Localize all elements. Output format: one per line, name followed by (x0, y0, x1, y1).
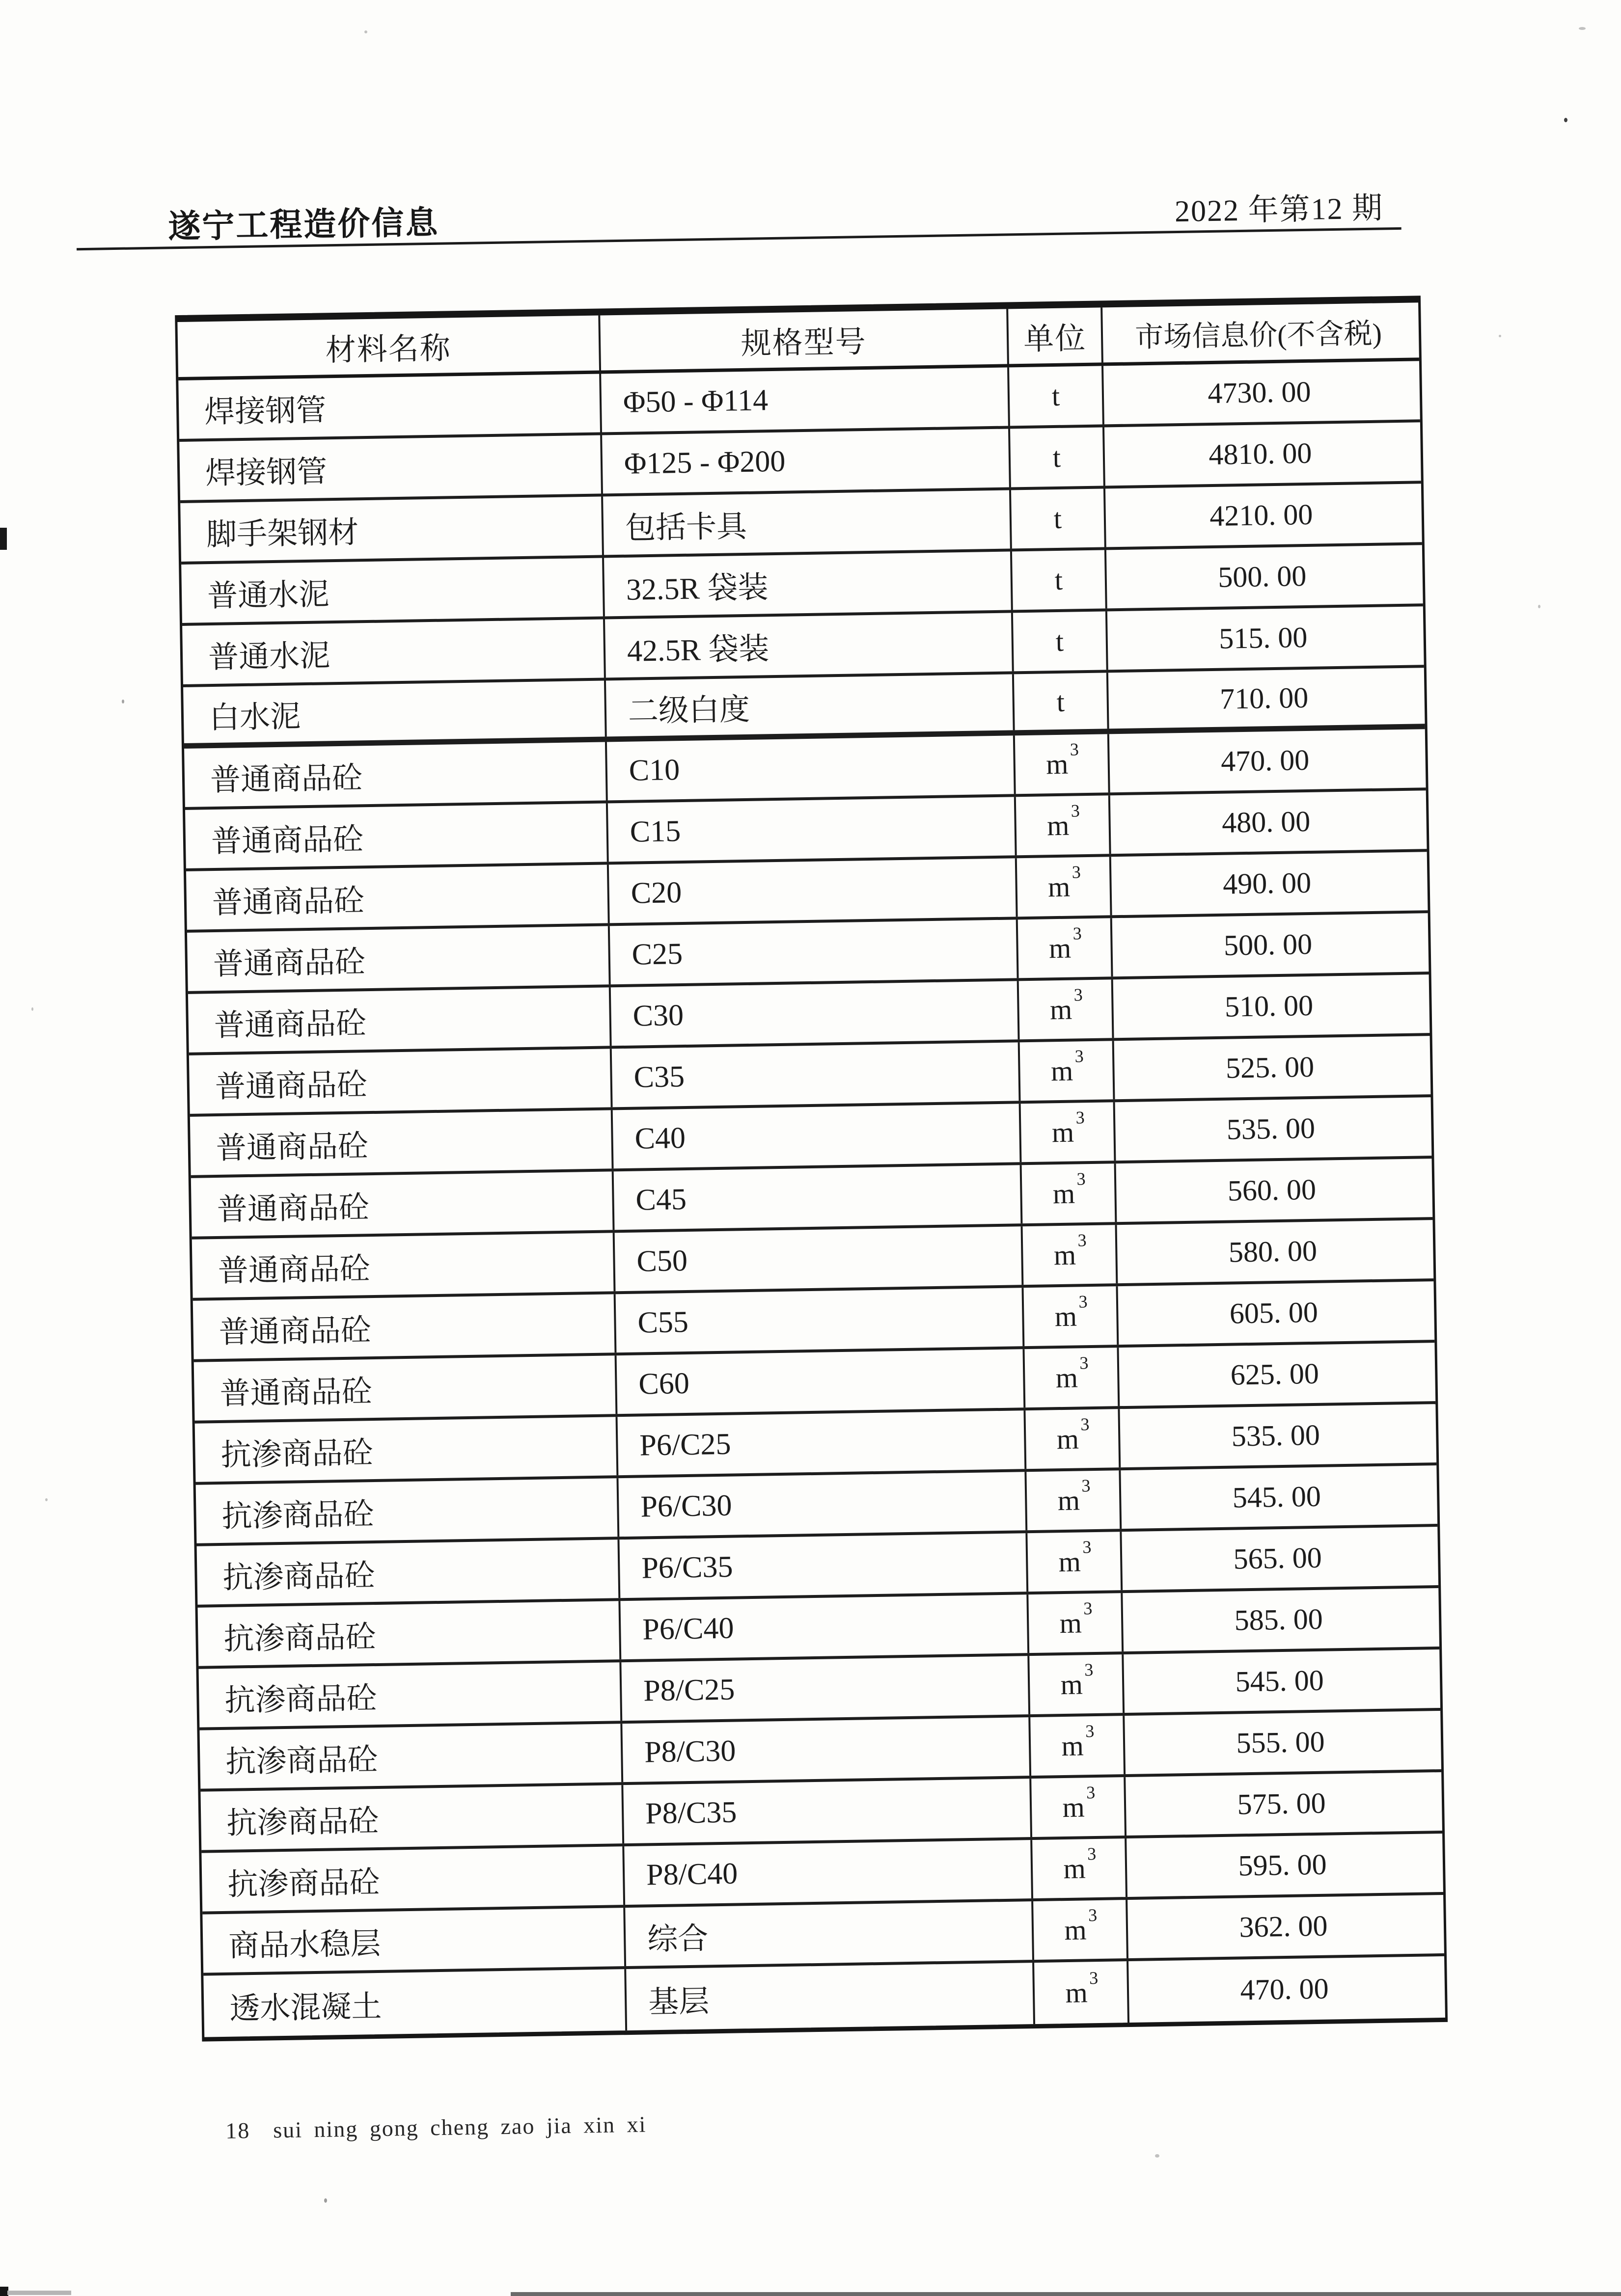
unit-cell (1028, 1593, 1124, 1653)
journal-title: 遂宁工程造价信息 (167, 205, 440, 245)
spec-text: Φ50 - Φ114 (623, 383, 769, 419)
scan-edge-mark (0, 528, 7, 550)
scan-speck (1579, 27, 1586, 30)
unit-text: m (1052, 1177, 1075, 1210)
price-text: 4730. 00 (1207, 375, 1311, 410)
unit-text: m (1047, 870, 1071, 903)
material-name: 白水泥 (209, 700, 301, 735)
material-name-cell (197, 1540, 621, 1605)
material-name: 抗渗商品砼 (221, 1498, 375, 1534)
material-name-cell (201, 1846, 625, 1912)
material-name-cell (198, 1601, 622, 1666)
unit-cell (1009, 366, 1104, 426)
spec-text: P8/C25 (643, 1673, 735, 1708)
spec-cell (619, 1533, 1028, 1598)
material-name: 普通商品砼 (216, 1130, 369, 1166)
price-text: 545. 00 (1235, 1664, 1324, 1698)
spec-cell (617, 1349, 1026, 1414)
price-text: 555. 00 (1236, 1725, 1325, 1759)
unit-text: t (1055, 625, 1064, 658)
unit-cell (1020, 1041, 1115, 1101)
material-name-cell (202, 1908, 626, 1973)
unit-cell (1031, 1777, 1126, 1837)
spec-cell (610, 919, 1019, 984)
unit-cell (1025, 1409, 1121, 1469)
price-text: 575. 00 (1237, 1786, 1326, 1821)
spec-cell (621, 1656, 1030, 1721)
price-cell (1122, 1527, 1433, 1590)
price-cell (1126, 1834, 1438, 1897)
spec-cell (616, 1288, 1025, 1352)
unit-superscript: 3 (1085, 1721, 1095, 1741)
spec-cell (623, 1779, 1032, 1843)
material-name-cell (187, 926, 611, 991)
spec-cell (620, 1594, 1029, 1659)
price-cell (1117, 1220, 1429, 1283)
unit-superscript: 3 (1074, 1046, 1084, 1066)
unit-text: t (1053, 502, 1062, 535)
spec-cell (613, 1104, 1022, 1168)
spec-cell (624, 1840, 1033, 1905)
material-name-cell (191, 1171, 615, 1237)
material-name-cell (203, 1969, 627, 2037)
price-cell (1115, 1097, 1427, 1161)
spec-text: P6/C25 (639, 1427, 732, 1462)
material-name-cell (189, 1049, 613, 1114)
spec-cell (604, 551, 1013, 616)
material-name-cell (196, 1478, 620, 1543)
unit-superscript: 3 (1078, 1291, 1088, 1311)
unit-superscript: 3 (1070, 739, 1079, 759)
unit-text: t (1056, 685, 1065, 718)
material-name: 普通商品砼 (213, 945, 366, 982)
price-text: 625. 00 (1230, 1357, 1319, 1391)
spec-cell (605, 613, 1014, 677)
price-cell (1126, 1772, 1437, 1836)
material-name: 抗渗商品砼 (222, 1559, 376, 1595)
unit-text: m (1055, 1361, 1078, 1394)
spec-cell (608, 797, 1017, 862)
price-text: 595. 00 (1238, 1848, 1327, 1882)
price-cell (1104, 422, 1416, 486)
material-name-cell (193, 1294, 617, 1359)
unit-cell (1017, 857, 1112, 917)
price-cell (1114, 1036, 1426, 1099)
spec-cell (609, 858, 1018, 923)
unit-cell (1018, 918, 1113, 978)
spec-text: C25 (632, 937, 683, 972)
unit-text: m (1063, 1852, 1086, 1885)
unit-superscript: 3 (1082, 1537, 1092, 1557)
scan-speck (1564, 118, 1567, 122)
price-text: 490. 00 (1222, 866, 1312, 900)
price-text: 470. 00 (1220, 743, 1310, 778)
spec-cell (602, 429, 1011, 493)
scan-smudge (7, 2291, 71, 2295)
material-name-cell (179, 435, 603, 500)
unit-text: t (1052, 441, 1061, 474)
spec-cell (601, 367, 1010, 432)
unit-text: m (1049, 993, 1072, 1026)
table-body (178, 361, 1445, 2037)
spec-cell (618, 1410, 1027, 1475)
price-text: 565. 00 (1233, 1541, 1322, 1575)
unit-cell (1016, 795, 1111, 855)
scan-speck (45, 1498, 48, 1501)
price-cell (1125, 1711, 1436, 1774)
material-name: 普通商品砼 (212, 884, 365, 920)
material-name-cell (194, 1355, 618, 1421)
price-cell (1120, 1404, 1431, 1467)
scan-speck (364, 30, 367, 33)
unit-superscript: 3 (1075, 1107, 1085, 1127)
unit-superscript: 3 (1086, 1782, 1096, 1802)
spec-cell (625, 1901, 1034, 1966)
unit-cell (1026, 1470, 1122, 1530)
material-name-cell (183, 680, 607, 743)
spec-cell (606, 674, 1015, 736)
unit-cell (1022, 1163, 1117, 1223)
unit-superscript: 3 (1083, 1598, 1093, 1618)
price-text: 510. 00 (1224, 989, 1314, 1023)
price-cell (1116, 1159, 1428, 1222)
material-name: 普通商品砼 (220, 1375, 373, 1411)
unit-cell (1032, 1838, 1127, 1898)
price-cell (1128, 1956, 1440, 2023)
price-text: 500. 00 (1223, 927, 1313, 962)
unit-cell (1024, 1348, 1120, 1407)
unit-superscript: 3 (1076, 1168, 1086, 1189)
unit-cell (1033, 1900, 1128, 1960)
issue-label: 2022 年第12 期 (1174, 191, 1384, 229)
price-cell (1123, 1588, 1434, 1651)
unit-cell (1014, 673, 1109, 730)
price-cell (1124, 1649, 1435, 1713)
spec-text: C60 (638, 1366, 690, 1401)
price-text: 525. 00 (1225, 1050, 1315, 1084)
unit-text: m (1061, 1729, 1084, 1762)
spec-text: C50 (636, 1243, 688, 1278)
spec-text: C45 (635, 1182, 687, 1217)
material-name: 普通商品砼 (210, 761, 363, 798)
material-name-cell (188, 987, 612, 1053)
scan-speck (1155, 2154, 1159, 2158)
price-cell (1106, 545, 1418, 608)
price-text: 480. 00 (1221, 805, 1311, 839)
unit-text: m (1062, 1791, 1085, 1824)
spec-cell (626, 1963, 1035, 2030)
material-name-cell (184, 742, 608, 807)
unit-text: m (1045, 748, 1069, 781)
spec-text: C15 (630, 814, 681, 849)
unit-text: m (1056, 1423, 1079, 1456)
price-text: 535. 00 (1226, 1111, 1316, 1146)
unit-cell (1012, 550, 1107, 610)
unit-text: m (1065, 1976, 1088, 2009)
unit-text: t (1051, 379, 1060, 412)
spec-text: P8/C40 (646, 1857, 738, 1892)
unit-cell (1019, 979, 1114, 1039)
spec-text: C40 (634, 1121, 686, 1156)
price-cell (1109, 729, 1421, 792)
material-name: 抗渗商品砼 (226, 1804, 379, 1840)
spec-text: 基层 (648, 1985, 710, 2020)
unit-text: m (1050, 1054, 1073, 1087)
material-name: 抗渗商品砼 (220, 1436, 374, 1472)
unit-text: m (1053, 1239, 1076, 1271)
spec-text: 包括卡具 (625, 510, 747, 545)
unit-cell (1010, 427, 1105, 487)
unit-cell (1029, 1654, 1125, 1714)
price-text: 545. 00 (1232, 1480, 1321, 1514)
column-header-unit: 单位 (1008, 307, 1103, 364)
price-text: 515. 00 (1218, 621, 1308, 655)
unit-superscript: 3 (1081, 1475, 1091, 1495)
price-text: 535. 00 (1231, 1418, 1320, 1453)
price-text: 362. 00 (1238, 1909, 1328, 1944)
unit-cell (1015, 734, 1110, 794)
unit-superscript: 3 (1073, 984, 1083, 1005)
material-name-cell (192, 1233, 616, 1298)
price-cell (1103, 361, 1415, 424)
price-cell (1105, 484, 1417, 547)
material-name: 普通商品砼 (215, 1068, 368, 1105)
unit-cell (1034, 1961, 1129, 2024)
material-name-cell (180, 496, 604, 562)
price-cell (1121, 1465, 1432, 1529)
price-text: 4210. 00 (1209, 498, 1313, 533)
price-text: 605. 00 (1229, 1296, 1319, 1330)
material-name: 普通水泥 (207, 578, 330, 614)
spec-cell (614, 1165, 1023, 1230)
unit-cell (1023, 1225, 1118, 1285)
spec-text: P6/C40 (642, 1611, 734, 1647)
material-name: 普通水泥 (208, 639, 330, 675)
spec-text: C30 (632, 999, 684, 1033)
spec-cell (622, 1717, 1031, 1782)
material-name: 透水混凝土 (229, 1990, 382, 2026)
unit-text: m (1046, 809, 1070, 842)
unit-superscript: 3 (1089, 1968, 1099, 1988)
material-name-cell (190, 1110, 614, 1175)
price-cell (1127, 1895, 1439, 1958)
unit-text: t (1054, 564, 1063, 596)
spec-text: P8/C30 (644, 1734, 736, 1769)
spec-text: P8/C35 (645, 1795, 737, 1831)
spec-cell (607, 735, 1016, 800)
spec-cell (618, 1472, 1027, 1537)
price-text: 560. 00 (1227, 1173, 1317, 1207)
price-text: 580. 00 (1228, 1234, 1318, 1269)
material-name-cell (195, 1417, 619, 1482)
scan-speck (324, 2198, 327, 2203)
spec-cell (615, 1226, 1024, 1291)
price-cell (1118, 1281, 1429, 1345)
unit-superscript: 3 (1071, 800, 1080, 821)
unit-superscript: 3 (1079, 1352, 1089, 1373)
price-cell (1108, 668, 1420, 729)
unit-superscript: 3 (1077, 1230, 1087, 1250)
unit-text: m (1051, 1116, 1074, 1149)
unit-superscript: 3 (1080, 1414, 1090, 1434)
spec-text: C20 (631, 876, 682, 910)
material-name-cell (200, 1785, 624, 1850)
material-name-cell (186, 864, 610, 930)
spec-text: C10 (629, 753, 680, 787)
unit-text: m (1060, 1668, 1083, 1701)
spec-text: P6/C30 (640, 1488, 732, 1524)
material-name: 普通商品砼 (211, 823, 364, 859)
spec-cell (611, 981, 1020, 1046)
unit-cell (1011, 488, 1106, 548)
scan-speck (1499, 335, 1501, 337)
price-cell (1107, 606, 1419, 670)
price-cell (1110, 790, 1422, 854)
unit-superscript: 3 (1084, 1659, 1094, 1679)
scan-bottom-shadow (511, 2292, 1621, 2296)
price-cell (1119, 1343, 1430, 1406)
unit-text: m (1058, 1545, 1081, 1578)
material-name: 脚手架钢材 (206, 516, 359, 552)
material-name: 焊接钢管 (204, 394, 327, 430)
price-text: 710. 00 (1219, 681, 1309, 715)
unit-cell (1021, 1102, 1116, 1162)
unit-text: m (1059, 1607, 1082, 1640)
material-name: 普通商品砼 (219, 1314, 372, 1350)
scan-speck (1538, 605, 1540, 608)
column-header-material: 材料名称 (177, 316, 601, 378)
spec-text: 综合 (647, 1922, 709, 1957)
spec-text: C35 (633, 1060, 685, 1094)
material-name: 抗渗商品砼 (224, 1682, 378, 1718)
material-name: 抗渗商品砼 (227, 1865, 380, 1902)
material-name: 抗渗商品砼 (225, 1743, 378, 1779)
material-name: 普通商品砼 (217, 1191, 370, 1227)
unit-text: m (1057, 1484, 1080, 1517)
price-table (175, 296, 1448, 2041)
price-text: 470. 00 (1240, 1972, 1329, 2006)
unit-cell (1027, 1532, 1123, 1592)
unit-cell (1024, 1286, 1119, 1346)
material-name-cell (199, 1724, 623, 1789)
spec-text: 二级白度 (628, 693, 750, 729)
material-name: 商品水稳层 (228, 1927, 381, 1963)
column-header-price: 市场信息价(不含税) (1134, 317, 1382, 353)
material-name: 普通商品砼 (218, 1252, 371, 1288)
material-name-cell (198, 1662, 622, 1728)
unit-text: m (1054, 1300, 1077, 1333)
unit-cell (1030, 1716, 1126, 1776)
price-text: 585. 00 (1234, 1602, 1323, 1637)
unit-superscript: 3 (1088, 1905, 1098, 1925)
spec-text: C55 (637, 1305, 689, 1340)
price-cell (1113, 974, 1425, 1038)
column-header-spec: 规格型号 (600, 309, 1009, 370)
price-cell (1111, 852, 1423, 915)
material-name-cell (182, 619, 606, 684)
spec-text: Φ125 - Φ200 (624, 444, 786, 481)
unit-text: m (1048, 932, 1072, 965)
unit-superscript: 3 (1072, 862, 1081, 882)
scan-speck (31, 1007, 33, 1011)
spec-text: P6/C35 (641, 1550, 733, 1585)
price-text: 500. 00 (1217, 559, 1307, 594)
material-name: 普通商品砼 (214, 1007, 367, 1043)
page-footer: 18 sui ning gong cheng zao jia xin xi (225, 2111, 647, 2143)
material-name-cell (181, 558, 605, 623)
spec-text: 32.5R 袋装 (626, 571, 769, 607)
material-name: 抗渗商品砼 (223, 1621, 377, 1656)
price-text: 4810. 00 (1208, 436, 1312, 471)
price-cell (1112, 913, 1424, 976)
spec-cell (612, 1042, 1021, 1107)
unit-text: m (1064, 1914, 1087, 1946)
scan-speck (122, 700, 124, 703)
material-name-cell (178, 374, 602, 439)
material-name-cell (185, 803, 609, 868)
unit-superscript: 3 (1087, 1843, 1097, 1864)
spec-text: 42.5R 袋装 (627, 632, 769, 668)
spec-cell (603, 490, 1012, 555)
unit-cell (1013, 611, 1108, 671)
unit-superscript: 3 (1072, 923, 1082, 944)
material-name: 焊接钢管 (205, 455, 328, 491)
